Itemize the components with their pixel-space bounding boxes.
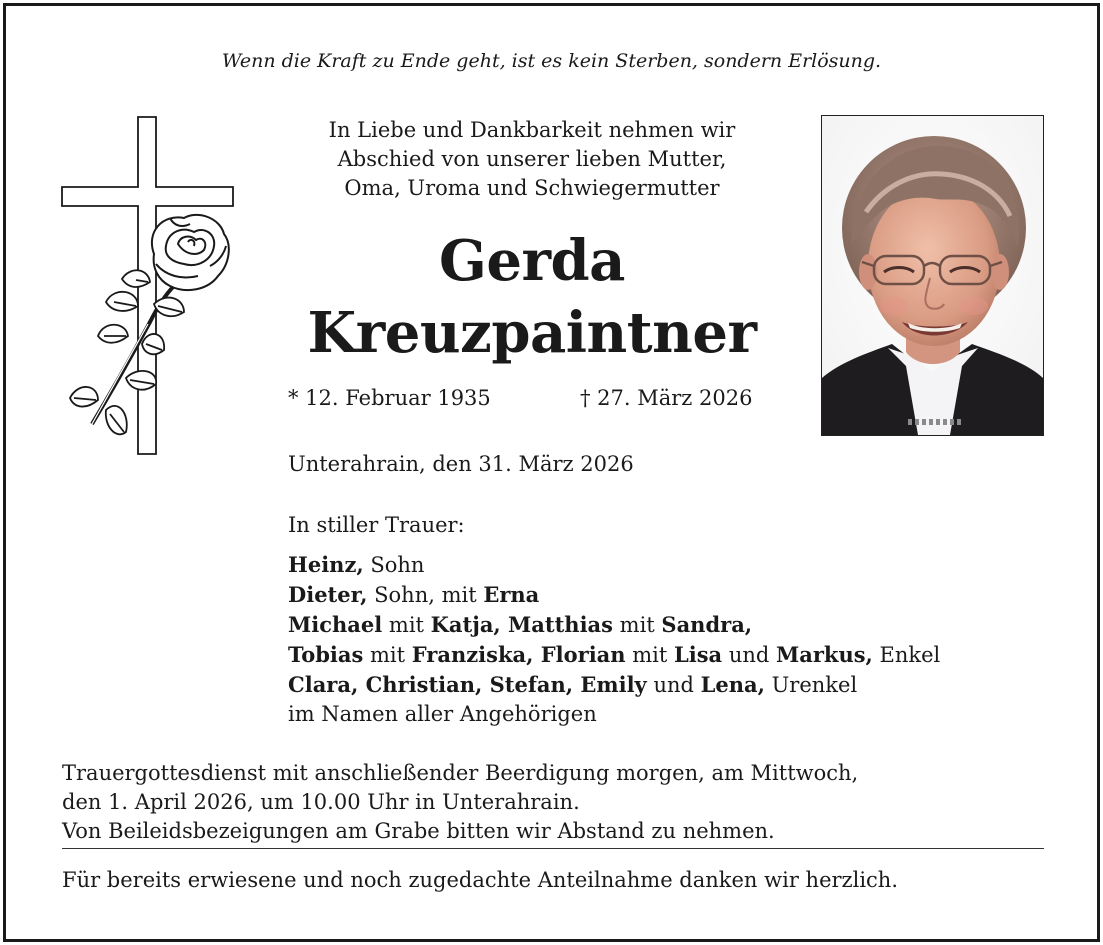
birth-date: * 12. Februar 1935 (288, 386, 491, 410)
mourner-name: Franziska, Florian (411, 642, 626, 667)
deceased-first-name: Gerda (439, 228, 625, 294)
service-line: Trauergottesdienst mit anschließender Beerdigung morgen, am Mittwoch, (62, 761, 859, 785)
death-date: † 27. März 2026 (580, 386, 753, 410)
mourner-relation: und (646, 673, 701, 697)
mourner-relation: mit (625, 643, 674, 667)
mourner-name: Heinz, (288, 552, 364, 577)
funeral-service-info (62, 759, 858, 846)
mourner-name: Sandra, (661, 612, 753, 637)
intro-line: Abschied von unserer lieben Mutter, (337, 147, 727, 171)
intro-text (272, 116, 792, 203)
deceased-last-name: Kreuzpaintner (307, 300, 757, 366)
mourner-name: Dieter, (288, 582, 368, 607)
mourner-relation: mit (612, 613, 662, 637)
mourner-relation: im Namen aller Angehörigen (288, 702, 597, 726)
rose-icon (152, 215, 229, 290)
mourner-row (288, 610, 940, 640)
mourner-name: Tobias (288, 642, 364, 667)
mourner-name: Katja, Matthias (430, 612, 613, 637)
mourner-relation: und (722, 643, 776, 667)
mourner-relation: mit (382, 613, 431, 637)
mourner-name: Markus, (776, 642, 873, 667)
mourner-name: Lena, (700, 672, 765, 697)
intro-line: Oma, Uroma und Schwiegermutter (344, 176, 720, 200)
divider (62, 848, 1044, 849)
mourners-list (288, 550, 940, 729)
mourner-name: Lisa (673, 642, 723, 667)
mourner-row (288, 670, 940, 700)
mourner-relation: Sohn (363, 553, 425, 577)
service-line: Von Beileidsbezeigungen am Grabe bitten wir Abstand zu nehmen. (62, 819, 775, 843)
mourner-relation: mit (363, 643, 412, 667)
mourner-relation: Enkel (872, 643, 941, 667)
portrait-image (822, 116, 1043, 435)
intro-line: In Liebe und Dankbarkeit nehmen wir (328, 118, 736, 142)
mourning-label: In stiller Trauer: (288, 513, 465, 537)
mourner-row (288, 550, 940, 580)
mourner-relation: Sohn, mit (367, 583, 484, 607)
mourner-row (288, 640, 940, 670)
mourner-name: Michael (288, 612, 383, 637)
mourner-name: Clara, Christian, Stefan, Emily (288, 672, 647, 697)
thanks-text: Für bereits erwiesene und noch zugedachte Anteilnahme danken wir herzlich. (62, 868, 898, 892)
mourner-row (288, 700, 940, 729)
place-and-date: Unterahrain, den 31. März 2026 (288, 452, 634, 476)
obituary-card (3, 3, 1100, 942)
mourner-relation: Urenkel (764, 673, 858, 697)
motto-quote: Wenn die Kraft zu Ende geht, ist es kein Sterben, sondern Erlösung. (221, 50, 882, 72)
mourner-name: Erna (483, 582, 540, 607)
portrait-photo (821, 115, 1044, 436)
cross-with-rose-icon (58, 114, 236, 458)
mourner-row (288, 580, 940, 610)
service-line: den 1. April 2026, um 10.00 Uhr in Unterahrain. (62, 790, 580, 814)
